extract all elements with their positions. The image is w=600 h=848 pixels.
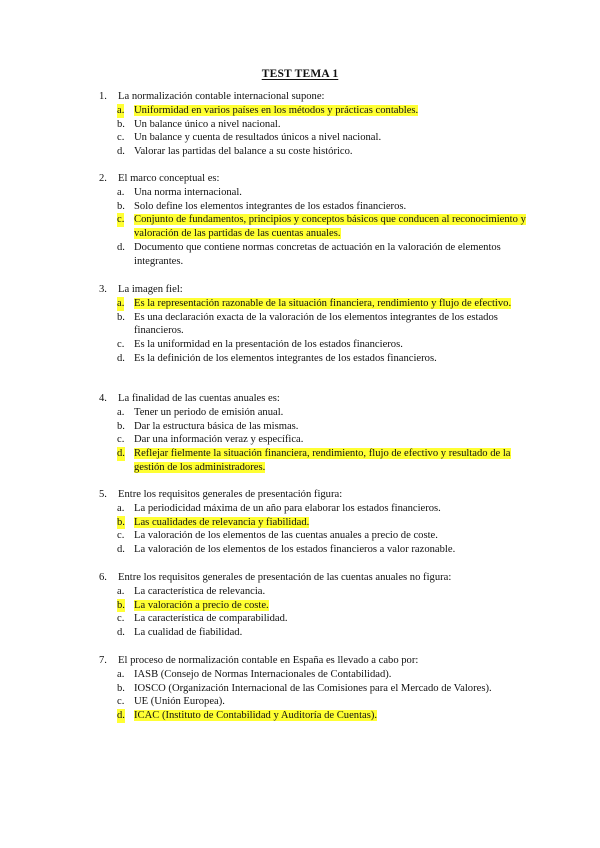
option-letter: a. — [117, 104, 125, 116]
option-d — [99, 626, 529, 640]
question-text: El proceso de normalización contable en España es llevado a cabo por: — [118, 655, 419, 666]
option-a — [99, 406, 529, 420]
question-1 — [99, 90, 529, 159]
option-a — [99, 668, 529, 682]
option-text-highlighted: Conjunto de fundamentos, principios y conceptos básicos que conducen al reconocimiento y valoración de las partidas de las cuentas anuales. — [134, 214, 526, 240]
option-text: Es la uniformidad en la presentación de los estados financieros. — [134, 339, 403, 351]
option-b — [99, 118, 529, 132]
option-a — [99, 104, 529, 118]
option-b — [99, 200, 529, 214]
question-number: 5. — [99, 489, 107, 500]
option-text-highlighted: Uniformidad en varios países en los métodos y prácticas contables. — [134, 104, 419, 116]
option-b — [99, 682, 529, 696]
option-letter: b. — [117, 311, 125, 323]
option-text: Es la definición de los elementos integrantes de los estados financieros. — [134, 352, 437, 364]
option-d — [99, 543, 529, 557]
option-text: Un balance único a nivel nacional. — [134, 118, 281, 130]
option-letter: c. — [117, 434, 125, 446]
option-c — [99, 695, 529, 709]
option-text: La cualidad de fiabilidad. — [134, 627, 243, 639]
option-text-highlighted: Reflejar fielmente la situación financiera, rendimiento, flujo de efectivo y resultado de la gestión de los administradores. — [134, 448, 511, 473]
option-letter: d. — [117, 710, 125, 722]
question-number: 1. — [99, 91, 107, 102]
question-text: La normalización contable internacional supone: — [118, 91, 325, 102]
question-7 — [99, 654, 529, 723]
option-text: Un balance y cuenta de resultados únicos a nivel nacional. — [134, 132, 382, 144]
question-text: La imagen fiel: — [118, 284, 183, 295]
question-number: 7. — [99, 655, 107, 666]
option-letter: d. — [117, 448, 125, 460]
option-text: Una norma internacional. — [134, 186, 242, 198]
option-c — [99, 338, 529, 352]
option-letter: c. — [117, 132, 125, 144]
option-letter: a. — [117, 406, 125, 418]
option-letter: b. — [117, 516, 125, 528]
question-5 — [99, 488, 529, 557]
question-4 — [99, 392, 529, 475]
option-text: IASB (Consejo de Normas Internacionales de Contabilidad). — [134, 668, 392, 680]
option-b — [99, 599, 529, 613]
option-letter: b. — [117, 200, 125, 212]
option-text-highlighted: Es la representación razonable de la situación financiera, rendimiento y flujo de efectivo. — [134, 297, 512, 309]
option-d — [99, 241, 529, 269]
option-letter: b. — [117, 682, 125, 694]
option-b — [99, 311, 529, 339]
option-c — [99, 612, 529, 626]
option-a — [99, 585, 529, 599]
option-letter: c. — [117, 696, 125, 708]
option-a — [99, 186, 529, 200]
question-6 — [99, 571, 529, 640]
option-text: UE (Unión Europea). — [134, 696, 225, 708]
option-text: Documento que contiene normas concretas de actuación en la valoración de elementos integrantes. — [134, 241, 501, 267]
option-letter: c. — [117, 214, 125, 226]
option-text-highlighted: Las cualidades de relevancia y fiabilidad. — [134, 516, 310, 528]
option-b — [99, 516, 529, 530]
option-letter: a. — [117, 297, 125, 309]
option-text: Dar una información veraz y específica. — [134, 434, 304, 446]
option-text: Dar la estructura básica de las mismas. — [134, 420, 299, 432]
question-number: 6. — [99, 572, 107, 583]
option-letter: c. — [117, 339, 125, 351]
option-letter: b. — [117, 420, 125, 432]
question-text: El marco conceptual es: — [118, 173, 220, 184]
option-d — [99, 447, 529, 475]
option-d — [99, 352, 529, 366]
option-text: La periodicidad máxima de un año para elaborar los estados financieros. — [134, 502, 441, 514]
option-c — [99, 433, 529, 447]
option-a — [99, 297, 529, 311]
option-text: Es una declaración exacta de la valoración de los elementos integrantes de los estados financieros. — [134, 311, 498, 337]
question-3 — [99, 283, 529, 366]
option-letter: d. — [117, 241, 125, 253]
option-letter: a. — [117, 186, 125, 198]
option-text: La valoración de los elementos de las cuentas anuales a precio de coste. — [134, 530, 438, 542]
option-d — [99, 709, 529, 723]
option-c — [99, 213, 529, 241]
option-letter: b. — [117, 118, 125, 130]
option-text: Tener un periodo de emisión anual. — [134, 406, 284, 418]
question-text: Entre los requisitos generales de presentación figura: — [118, 489, 343, 500]
option-letter: d. — [117, 352, 125, 364]
option-c — [99, 529, 529, 543]
option-text: Valorar las partidas del balance a su coste histórico. — [134, 146, 353, 158]
option-d — [99, 145, 529, 159]
option-letter: d. — [117, 146, 125, 158]
question-number: 2. — [99, 173, 107, 184]
question-2 — [99, 172, 529, 269]
option-letter: c. — [117, 530, 125, 542]
option-text-highlighted: ICAC (Instituto de Contabilidad y Auditoría de Cuentas). — [134, 710, 378, 722]
option-letter: d. — [117, 627, 125, 639]
option-text: La característica de relevancia. — [134, 585, 266, 597]
option-letter: a. — [117, 668, 125, 680]
question-number: 4. — [99, 393, 107, 404]
option-text: Solo define los elementos integrantes de los estados financieros. — [134, 200, 407, 212]
option-text: La valoración de los elementos de los estados financieros a valor razonable. — [134, 544, 456, 556]
option-text: IOSCO (Organización Internacional de las Comisiones para el Mercado de Valores). — [134, 682, 492, 694]
question-text: La finalidad de las cuentas anuales es: — [118, 393, 280, 404]
option-b — [99, 420, 529, 434]
question-text: Entre los requisitos generales de presentación de las cuentas anuales no figura: — [118, 572, 452, 583]
page-title: TEST TEMA 1 — [261, 68, 339, 80]
question-number: 3. — [99, 284, 107, 295]
option-text-highlighted: La valoración a precio de coste. — [134, 599, 269, 611]
option-letter: a. — [117, 502, 125, 514]
option-a — [99, 502, 529, 516]
option-letter: d. — [117, 544, 125, 556]
option-letter: c. — [117, 613, 125, 625]
option-text: La característica de comparabilidad. — [134, 613, 288, 625]
option-letter: b. — [117, 599, 125, 611]
option-c — [99, 131, 529, 145]
option-letter: a. — [117, 585, 125, 597]
